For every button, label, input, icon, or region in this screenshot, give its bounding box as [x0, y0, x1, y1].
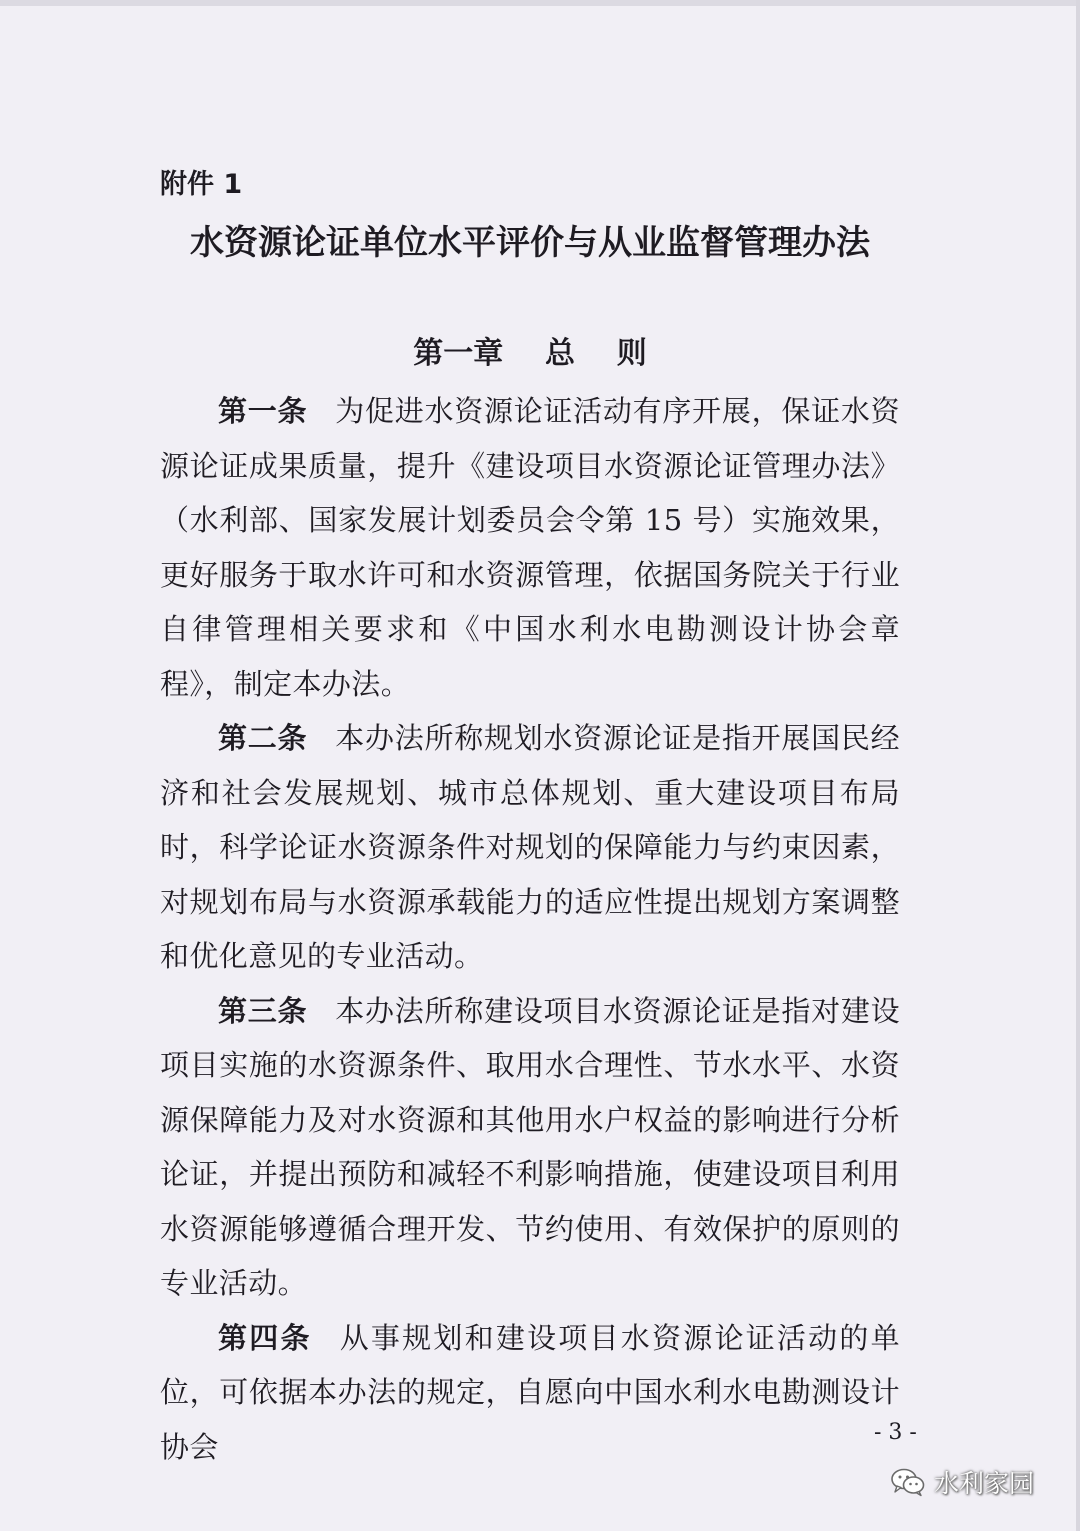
- article-4: [160, 1311, 900, 1475]
- article-2: [160, 711, 900, 984]
- article-text: 本办法所称建设项目水资源论证是指对建设项目实施的水资源条件、取用水合理性、节水水平、水资源保障能力及对水资源和其他用水户权益的影响进行分析论证，并提出预防和减轻不利影响措施，使建设项目利用水资源能够遵循合理开发、节约使用、有效保护的原则的专业活动。: [160, 993, 900, 1300]
- article-number: 第一条: [218, 394, 308, 428]
- page-number: - 3 -: [874, 1420, 917, 1445]
- article-3: [160, 984, 900, 1311]
- watermark: [890, 1460, 1034, 1504]
- document-body: [160, 384, 900, 1474]
- article-text: 本办法所称规划水资源论证是指开展国民经济和社会发展规划、城市总体规划、重大建设项目布局时，科学论证水资源条件对规划的保障能力与约束因素，对规划布局与水资源承载能力的适应性提出规划方案调整和优化意见的专业活动。: [160, 721, 900, 973]
- article-number: 第二条: [218, 721, 308, 755]
- watermark-text: 水利家园: [934, 1469, 1035, 1498]
- wechat-icon: [890, 1467, 926, 1497]
- scan-edge-top: [0, 0, 1080, 6]
- article-number: 第三条: [218, 993, 308, 1028]
- article-text: 从事规划和建设项目水资源论证活动的单位，可依据本办法的规定，自愿向中国水利水电勘测设计协会: [160, 1320, 901, 1464]
- article-1: [160, 384, 900, 711]
- article-text: 为促进水资源论证活动有序开展，保证水资源论证成果质量，提升《建设项目水资源论证管理办法》（水利部、国家发展计划委员会令第 15 号）实施效果，更好服务于取水许可和水资源管理，依据国务院关于行业自律管理相关要求和《中国水利水电勘测设计协会章程》，制定本办法。: [160, 394, 900, 701]
- chapter-heading: 第一章 总 则: [413, 336, 647, 371]
- attachment-label: 附件 1: [160, 169, 243, 200]
- scan-edge-right: [1076, 0, 1080, 1531]
- article-number: 第四条: [218, 1320, 312, 1355]
- document-title: 水资源论证单位水平评价与从业监督管理办法: [190, 223, 870, 263]
